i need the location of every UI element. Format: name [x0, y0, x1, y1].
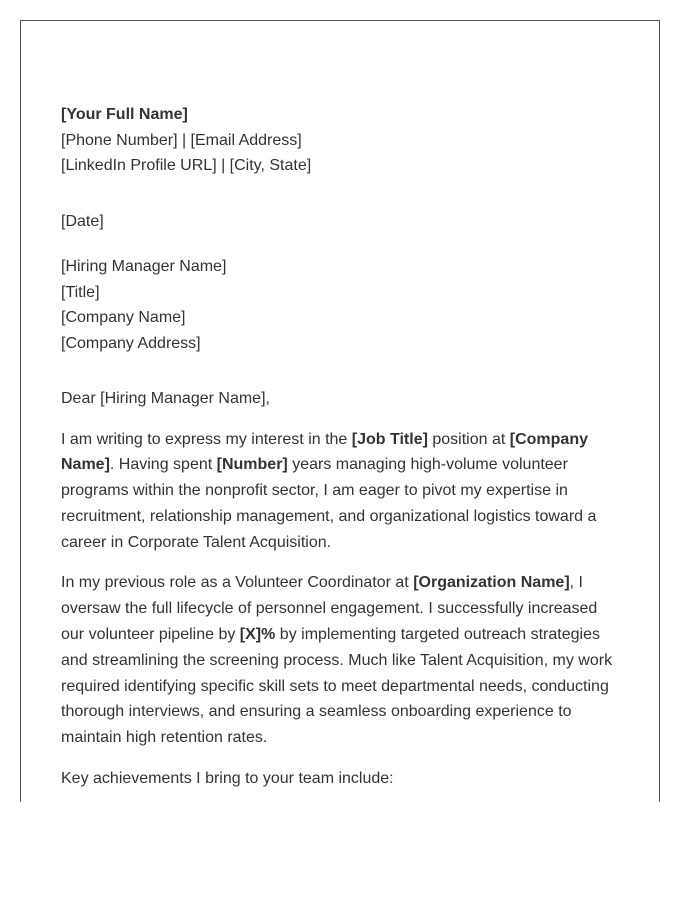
recipient-title: [Title] — [61, 283, 100, 301]
letter-content — [61, 102, 621, 792]
number-placeholder: [Number] — [216, 456, 288, 474]
sender-name: [Your Full Name] — [61, 106, 188, 123]
company-name-placeholder: [Company Name] — [61, 430, 588, 474]
achievements-intro: Key achievements I bring to your team include: — [61, 770, 394, 788]
sender-profile-line: [LinkedIn Profile URL] | [City, State] — [61, 157, 312, 174]
sender-block — [61, 102, 621, 179]
recipient-block — [61, 254, 621, 356]
recipient-company: [Company Name] — [61, 309, 186, 326]
paragraph-text: , I oversaw the full lifecycle of personnel engagement. I successfully increased our volunteer pipeline by — [61, 574, 598, 644]
percentage-placeholder: [X]% — [239, 626, 276, 644]
organization-name-placeholder: [Organization Name] — [413, 574, 570, 592]
paragraph-text: . Having spent — [109, 456, 217, 474]
paragraph-text: years managing high-volume volunteer programs within the nonprofit sector, I am eager to pivot my expertise in recruitment, relationship management, and organizational logistics toward a career in Corporate Talent Acquisition. — [61, 456, 597, 551]
salutation-block — [61, 386, 621, 412]
date-block — [61, 209, 621, 235]
paragraph-experience — [61, 570, 621, 751]
recipient-name: [Hiring Manager Name] — [61, 258, 227, 275]
letter-page — [20, 20, 660, 802]
recipient-address: [Company Address] — [61, 334, 201, 352]
paragraph-text: In my previous role as a Volunteer Coordinator at — [61, 574, 414, 592]
paragraph-text: I am writing to express my interest in the — [61, 430, 352, 448]
letter-date: [Date] — [61, 212, 104, 230]
job-title-placeholder: [Job Title] — [351, 430, 428, 448]
salutation: Dear [Hiring Manager Name], — [61, 390, 270, 407]
paragraph-text: position at — [427, 430, 510, 448]
sender-contact-line: [Phone Number] | [Email Address] — [61, 131, 302, 149]
paragraph-interest — [61, 427, 621, 556]
paragraph-text: by implementing targeted outreach strategies and streamlining the screening process. Much like Talent Acquisition, my work required identifying specific skill sets to meet departmental needs, conducting thorough interviews, and ensuring a seamless onboarding experience to maintain high retention rates. — [61, 626, 613, 747]
